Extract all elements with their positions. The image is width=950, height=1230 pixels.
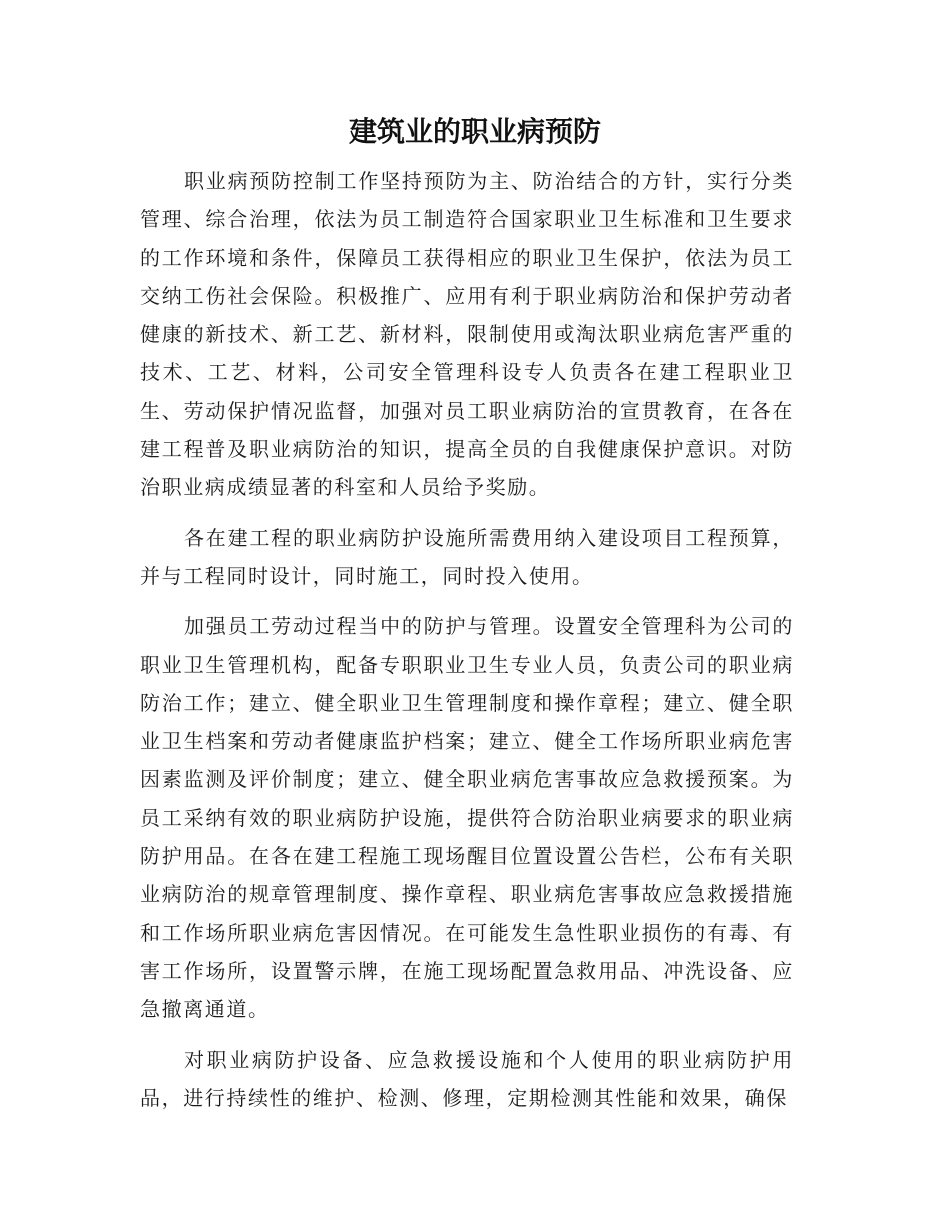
- paragraph-1: 职业病预防控制工作坚持预防为主、防治结合的方针，实行分类管理、综合治理，依法为员工制造符合国家职业卫生标准和卫生要求的工作环境和条件，保障员工获得相应的职业卫生保护，依法为员工交纳工伤社会保险。积极推广、应用有利于职业病防治和保护劳动者健康的新技术、新工艺、新材料，限制使用或淘汰职业病危害严重的技术、工艺、材料，公司安全管理科设专人负责各在建工程职业卫生、劳动保护情况监督，加强对员工职业病防治的宣贯教育，在各在建工程普及职业病防治的知识，提高全员的自我健康保护意识。对防治职业病成绩显著的科室和人员给予奖励。: [140, 169, 794, 500]
- paragraph-2: 各在建工程的职业病防护设施所需费用纳入建设项目工程预算，并与工程同时设计，同时施工，同时投入使用。: [140, 525, 794, 588]
- document-title: 建筑业的职业病预防: [348, 115, 601, 148]
- paragraph-3: 加强员工劳动过程当中的防护与管理。设置安全管理科为公司的职业卫生管理机构，配备专职职业卫生专业人员，负责公司的职业病防治工作；建立、健全职业卫生管理制度和操作章程；建立、健全职业卫生档案和劳动者健康监护档案；建立、健全工作场所职业病危害因素监测及评价制度；建立、健全职业病危害事故应急救援预案。为员工采纳有效的职业病防护设施，提供符合防治职业病要求的职业病防护用品。在各在建工程施工现场醒目位置设置公告栏，公布有关职业病防治的规章管理制度、操作章程、职业病危害事故应急救援措施和工作场所职业病危害因情况。在可能发生急性职业损伤的有毒、有害工作场所，设置警示牌，在施工现场配置急救用品、冲洗设备、应急撤离通道。: [140, 614, 794, 1022]
- paragraph-4: 对职业病防护设备、应急救援设施和个人使用的职业病防护用品，进行持续性的维护、检测、修理，定期检测其性能和效果，确保: [140, 1047, 794, 1110]
- document-body: [140, 162, 794, 1129]
